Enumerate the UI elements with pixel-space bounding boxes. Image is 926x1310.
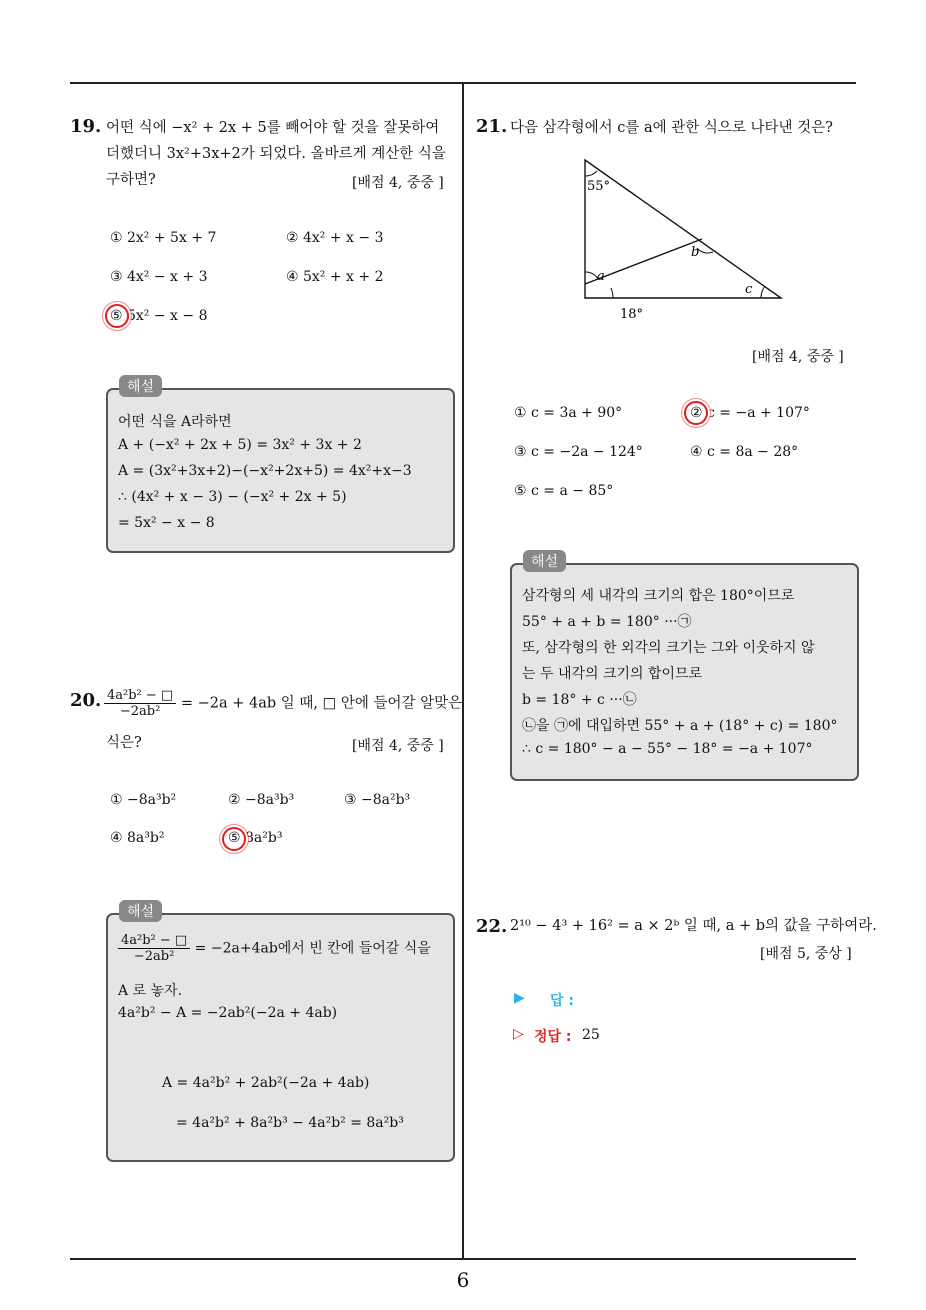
q21-answer-mark <box>684 401 708 425</box>
q21-sol-line3: 또, 삼각형의 한 외각의 크기는 그와 이웃하지 않 <box>522 640 815 656</box>
fig-label-c: c <box>745 282 753 297</box>
q20-solution-tag: 해설 <box>119 900 162 922</box>
q21-sol-line6: ㉡을 ㉠에 대입하면 55° + a + (18° + c) = 180° <box>522 718 838 734</box>
q21-sol-line7: ∴ c = 180° − a − 55° − 18° = −a + 107° <box>522 741 813 757</box>
answer-arrow-icon: ▶ <box>514 990 525 1006</box>
q20-frac-numerator: 4a²b² − □ <box>104 688 176 704</box>
q19-solution-tag: 해설 <box>119 375 162 397</box>
q20-sol-line2: A 로 놓자. <box>118 983 183 999</box>
q19-sol-line2: A + (−x² + 2x + 5) = 3x² + 3x + 2 <box>118 437 362 453</box>
q20-option-4[interactable]: ④ 8a³b² <box>110 830 165 846</box>
q20-fraction <box>104 688 176 719</box>
q22-grade: [배점 5, 중상 ] <box>760 946 852 962</box>
q21-triangle-figure <box>575 152 805 322</box>
q20-option-2[interactable]: ② −8a³b³ <box>228 792 295 808</box>
q20-number: 20. <box>70 690 102 711</box>
arc-55 <box>585 171 597 176</box>
q21-number: 21. <box>476 116 508 137</box>
q21-grade: [배점 4, 중중 ] <box>752 349 844 365</box>
q20-frac-denominator: −2ab² <box>119 704 161 719</box>
q20-sol-line1-rest: = −2a+4ab에서 빈 칸에 들어갈 식을 <box>194 940 431 957</box>
q20-option-1[interactable]: ① −8a³b² <box>110 792 177 808</box>
arc-c <box>761 286 765 298</box>
q21-option-5[interactable]: ⑤ c = a − 85° <box>514 483 614 499</box>
answer-label: 답 : <box>550 993 574 1009</box>
q19-answer-mark <box>105 304 129 328</box>
q19-sol-line4: ∴ (4x² + x − 3) − (−x² + 2x + 5) <box>118 489 347 505</box>
q20-sol-frac-numerator: 4a²b² − □ <box>118 933 190 949</box>
q20-sol-line5: = 4a²b² + 8a²b³ − 4a²b² = 8a²b³ <box>176 1115 404 1131</box>
q19-option-4[interactable]: ④ 5x² + x + 2 <box>286 269 384 285</box>
q20-option-3[interactable]: ③ −8a²b³ <box>344 792 411 808</box>
arc-18 <box>611 288 613 298</box>
bottom-rule <box>70 1258 856 1260</box>
q19-option-1[interactable]: ① 2x² + 5x + 7 <box>110 230 217 246</box>
q21-option-3[interactable]: ③ c = −2a − 124° <box>514 444 643 460</box>
q21-solution-tag: 해설 <box>523 550 566 572</box>
q21-option-2[interactable]: ② c = −a + 107° <box>690 405 810 421</box>
q22-number: 22. <box>476 916 508 937</box>
fig-label-b: b <box>691 245 700 260</box>
q21-sol-line5: b = 18° + c ···㉡ <box>522 692 637 708</box>
q20-line1-rest: = −2a + 4ab 일 때, □ 안에 들어갈 알맞은 <box>180 695 463 712</box>
q19-line3: 구하면? <box>106 172 156 188</box>
q21-option-4[interactable]: ④ c = 8a − 28° <box>690 444 799 460</box>
q19-grade: [배점 4, 중중 ] <box>352 175 444 191</box>
q19-number: 19. <box>70 116 102 137</box>
fig-label-18: 18° <box>620 307 644 322</box>
q19-sol-line1: 어떤 식을 A라하면 <box>118 414 232 430</box>
q19-option-3[interactable]: ③ 4x² − x + 3 <box>110 269 208 285</box>
q21-line1: 다음 삼각형에서 c를 a에 관한 식으로 나타낸 것은? <box>510 120 833 136</box>
q20-sol-line3: 4a²b² − A = −2ab²(−2a + 4ab) <box>118 1005 338 1021</box>
correct-value: 25 <box>582 1027 600 1043</box>
q19-line1: 어떤 식에 −x² + 2x + 5를 빼어야 할 것을 잘못하여 <box>106 120 440 136</box>
q20-line1 <box>104 688 462 719</box>
q19-sol-line3: A = (3x²+3x+2)−(−x²+2x+5) = 4x²+x−3 <box>118 463 412 479</box>
q21-sol-line1: 삼각형의 세 내각의 크기의 합은 180°이므로 <box>522 588 795 604</box>
triangle-outline <box>585 160 781 298</box>
q21-sol-line4: 는 두 내각의 크기의 합이므로 <box>522 666 703 682</box>
q20-option-5[interactable]: ⑤ 8a²b³ <box>228 830 283 846</box>
fig-label-55: 55° <box>587 179 611 194</box>
q19-sol-line5: = 5x² − x − 8 <box>118 515 215 531</box>
q19-option-5[interactable]: ⑤ 5x² − x − 8 <box>110 308 208 324</box>
q20-sol-frac-denominator: −2ab² <box>133 949 175 964</box>
q20-line2: 식은? <box>106 735 142 751</box>
fig-label-a: a <box>597 269 605 284</box>
correct-label: 정답 : <box>534 1029 572 1045</box>
page-number: 6 <box>456 1268 470 1292</box>
q20-answer-mark <box>222 827 246 851</box>
q20-sol-fraction <box>118 933 190 964</box>
q22-line1: 2¹⁰ − 4³ + 16² = a × 2ᵇ 일 때, a + b의 값을 구하여라. <box>510 918 877 934</box>
q20-sol-line1 <box>118 933 431 964</box>
q19-line2: 더했더니 3x²+3x+2가 되었다. 올바르게 계산한 식을 <box>106 146 446 162</box>
column-divider <box>462 82 464 1260</box>
q20-grade: [배점 4, 중중 ] <box>352 738 444 754</box>
q21-sol-line2: 55° + a + b = 180° ···㉠ <box>522 614 692 630</box>
q20-sol-line4: A = 4a²b² + 2ab²(−2a + 4ab) <box>162 1075 370 1091</box>
q21-option-1[interactable]: ① c = 3a + 90° <box>514 405 623 421</box>
q19-option-2[interactable]: ② 4x² + x − 3 <box>286 230 384 246</box>
correct-arrow-icon: ▷ <box>513 1026 524 1042</box>
